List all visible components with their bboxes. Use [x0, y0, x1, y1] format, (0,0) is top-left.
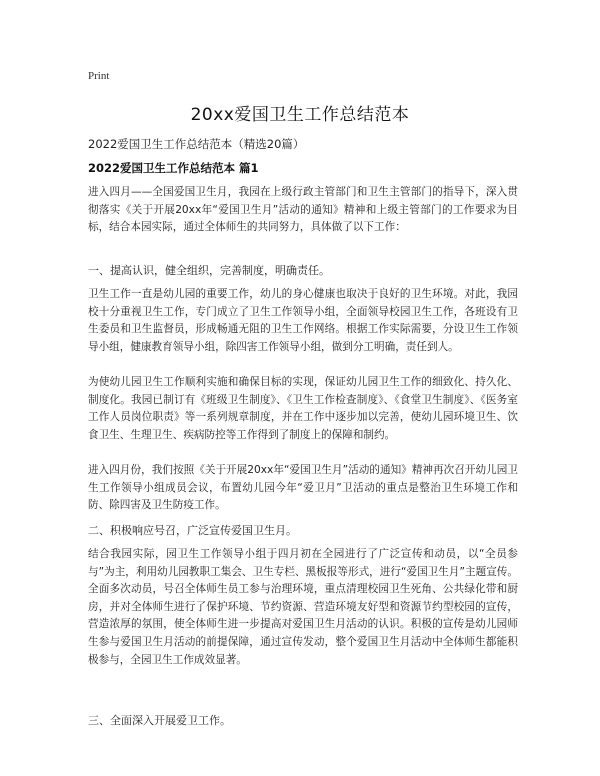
print-label: Print — [88, 70, 110, 82]
heading-one: 一、提高认识，健全组织，完善制度，明确责任。 — [88, 264, 330, 277]
paragraph-publicity: 结合我园实际，园卫生工作领导小组于四月初在全园进行了广泛宣传和动员，以“全员参与”为主，利用幼儿园教职工集会、卫生专栏、黑板报等形式，进行“爱国卫生月”主题宣传。全面多次动员，号召全体师生员工参与治理环境，重点清理校园卫生死角、公共绿化带和厨房，并对全体师生进行了保护环境、节约资源、营造环境友好型和资源节约型校园的宣传，营造浓厚的氛围，使全体师生进一步提高对爱国卫生月活动的认识。积极的宣传是幼儿园师生参与爱国卫生月活动的前提保障，通过宣传发动，整个爱国卫生月活动中全体师生都能积极参与，全园卫生工作成效显著。 — [88, 548, 518, 666]
paragraph-hygiene-work: 卫生工作一直是幼儿园的重要工作，幼儿的身心健康也取决于良好的卫生环境。对此，我园校十分重视卫生工作，专门成立了卫生工作领导小组，全面领导校园卫生工作，各班设有卫生委员和卫生监督员，形成畅通无阻的卫生工作网络。根据工作实际需要，分设卫生工作领导小组，健康教育领导小组，除四害工作领导小组，做到分工明确，责任到人。 — [88, 288, 518, 353]
document-title: 20xx爱国卫生工作总结范本 — [190, 105, 410, 125]
section-title: 2022爱国卫生工作总结范本 篇1 — [88, 161, 259, 175]
paragraph-regulations: 为使幼儿园卫生工作顺利实施和确保目标的实现，保证幼儿园卫生工作的细致化、持久化、制度化。我园已制订有《班级卫生制度》、《卫生工作检查制度》、《食堂卫生制度》、《医务室工作人员岗位职责》等一系列规章制度，并在工作中逐步加以完善，使幼儿园环境卫生、饮食卫生、生理卫生、疾病防控等工作得到了制度上的保障和制约。 — [88, 376, 518, 441]
paragraph-intro: 进入四月——全国爱国卫生月，我园在上级行政主管部门和卫生主管部门的指导下，深入贯彻落实《关于开展20xx年“爱国卫生月”活动的通知》精神和上级主管部门的工作要求为目标，结合本园实际，通过全体师生的共同努力，具体做了以下工作： — [88, 186, 518, 234]
heading-two: 二、积极响应号召，广泛宣传爱国卫生月。 — [88, 524, 297, 537]
heading-three: 三、全面深入开展爱卫工作。 — [88, 714, 231, 727]
paragraph-april-meeting: 进入四月份，我们按照《关于开展20xx年“爱国卫生月”活动的通知》精神再次召开幼儿园卫生工作领导小组成员会议，布置幼儿园今年“爱卫月”卫活动的重点是整治卫生环境工作和防、除四害及卫生防疫工作。 — [88, 464, 518, 512]
document-subtitle: 2022爱国卫生工作总结范本（精选20篇） — [88, 137, 305, 151]
